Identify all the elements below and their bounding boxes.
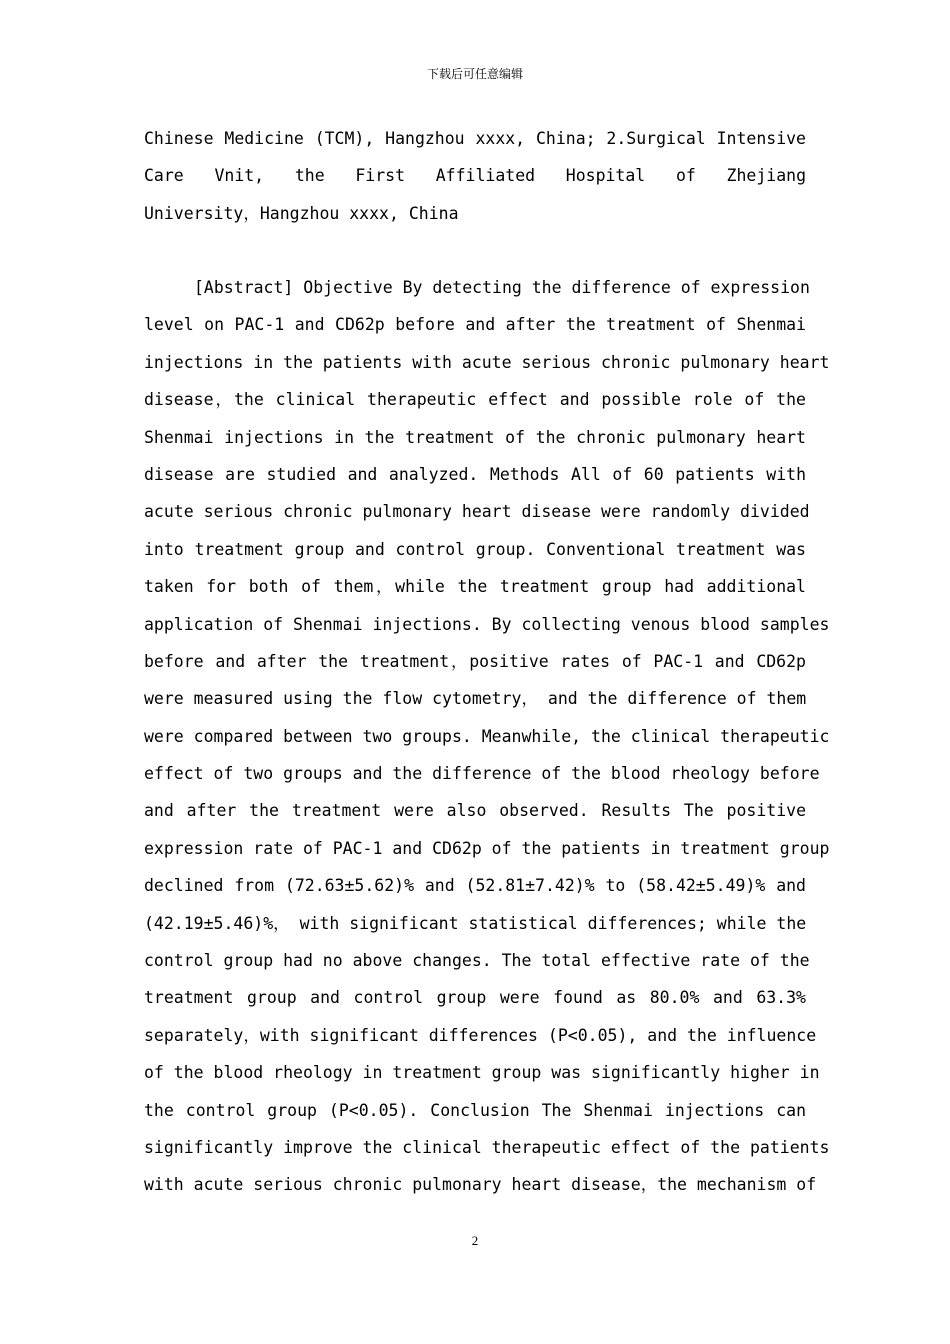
abstract-line: control group had no above changes. The total effective rate of the — [144, 951, 810, 971]
abstract-line: acute serious chronic pulmonary heart disease were randomly divided — [144, 502, 810, 522]
abstract-line: treatment group and control group were found as 80.0% and 63.3% — [144, 988, 806, 1008]
abstract-line: disease are studied and analyzed. Methods All of 60 patients with — [144, 464, 806, 484]
abstract-block — [144, 269, 830, 1204]
affiliation-line: Chinese Medicine (TCM), Hangzhou xxxx, China; 2.Surgical Intensive — [144, 129, 806, 148]
abstract-line: (42.19±5.46)%， with significant statistical differences; while the — [144, 913, 807, 933]
abstract-line: significantly improve the clinical therapeutic effect of the patients — [144, 1137, 830, 1157]
abstract-line: were compared between two groups. Meanwhile, the clinical therapeutic — [144, 726, 830, 746]
abstract-line: into treatment group and control group. Conventional treatment was — [144, 539, 806, 559]
abstract-line: effect of two groups and the difference of the blood rheology before — [144, 764, 820, 784]
abstract-line: separately，with significant differences (P<0.05), and the influence — [144, 1025, 817, 1045]
abstract-line: taken for both of them，while the treatment group had additional — [144, 577, 806, 597]
abstract-line: [Abstract] Objective By detecting the difference of expression — [194, 278, 810, 297]
abstract-line: level on PAC-1 and CD62p before and after the treatment of Shenmai — [144, 315, 806, 335]
affiliation-block — [144, 120, 806, 232]
page-header: 下载后可任意编辑 — [426, 67, 523, 81]
abstract-line: the control group (P<0.05). Conclusion The Shenmai injections can — [144, 1100, 806, 1120]
abstract-line: of the blood rheology in treatment group was significantly higher in — [144, 1063, 820, 1083]
abstract-line: declined from (72.63±5.62)% and (52.81±7.42)% to (58.42±5.49)% and — [144, 876, 806, 896]
abstract-line: application of Shenmai injections. By collecting venous blood samples — [144, 614, 830, 634]
abstract-line: disease，the clinical therapeutic effect and possible role of the — [144, 390, 806, 410]
abstract-line: expression rate of PAC-1 and CD62p of the patients in treatment group — [144, 838, 830, 858]
abstract-line: before and after the treatment，positive rates of PAC-1 and CD62p — [144, 651, 806, 671]
affiliation-line: University，Hangzhou xxxx, China — [144, 203, 459, 223]
abstract-line: with acute serious chronic pulmonary heart disease，the mechanism of — [144, 1175, 817, 1195]
abstract-line: and after the treatment were also observed. Results The positive — [144, 801, 806, 821]
page-number: 2 — [471, 1233, 479, 1248]
affiliation-line: Care Vnit, the First Affiliated Hospital of Zhejiang — [144, 166, 806, 186]
abstract-line: were measured using the flow cytometry， and the difference of them — [144, 689, 807, 709]
abstract-line: injections in the patients with acute serious chronic pulmonary heart — [144, 352, 830, 372]
abstract-line: Shenmai injections in the treatment of the chronic pulmonary heart — [144, 427, 806, 447]
